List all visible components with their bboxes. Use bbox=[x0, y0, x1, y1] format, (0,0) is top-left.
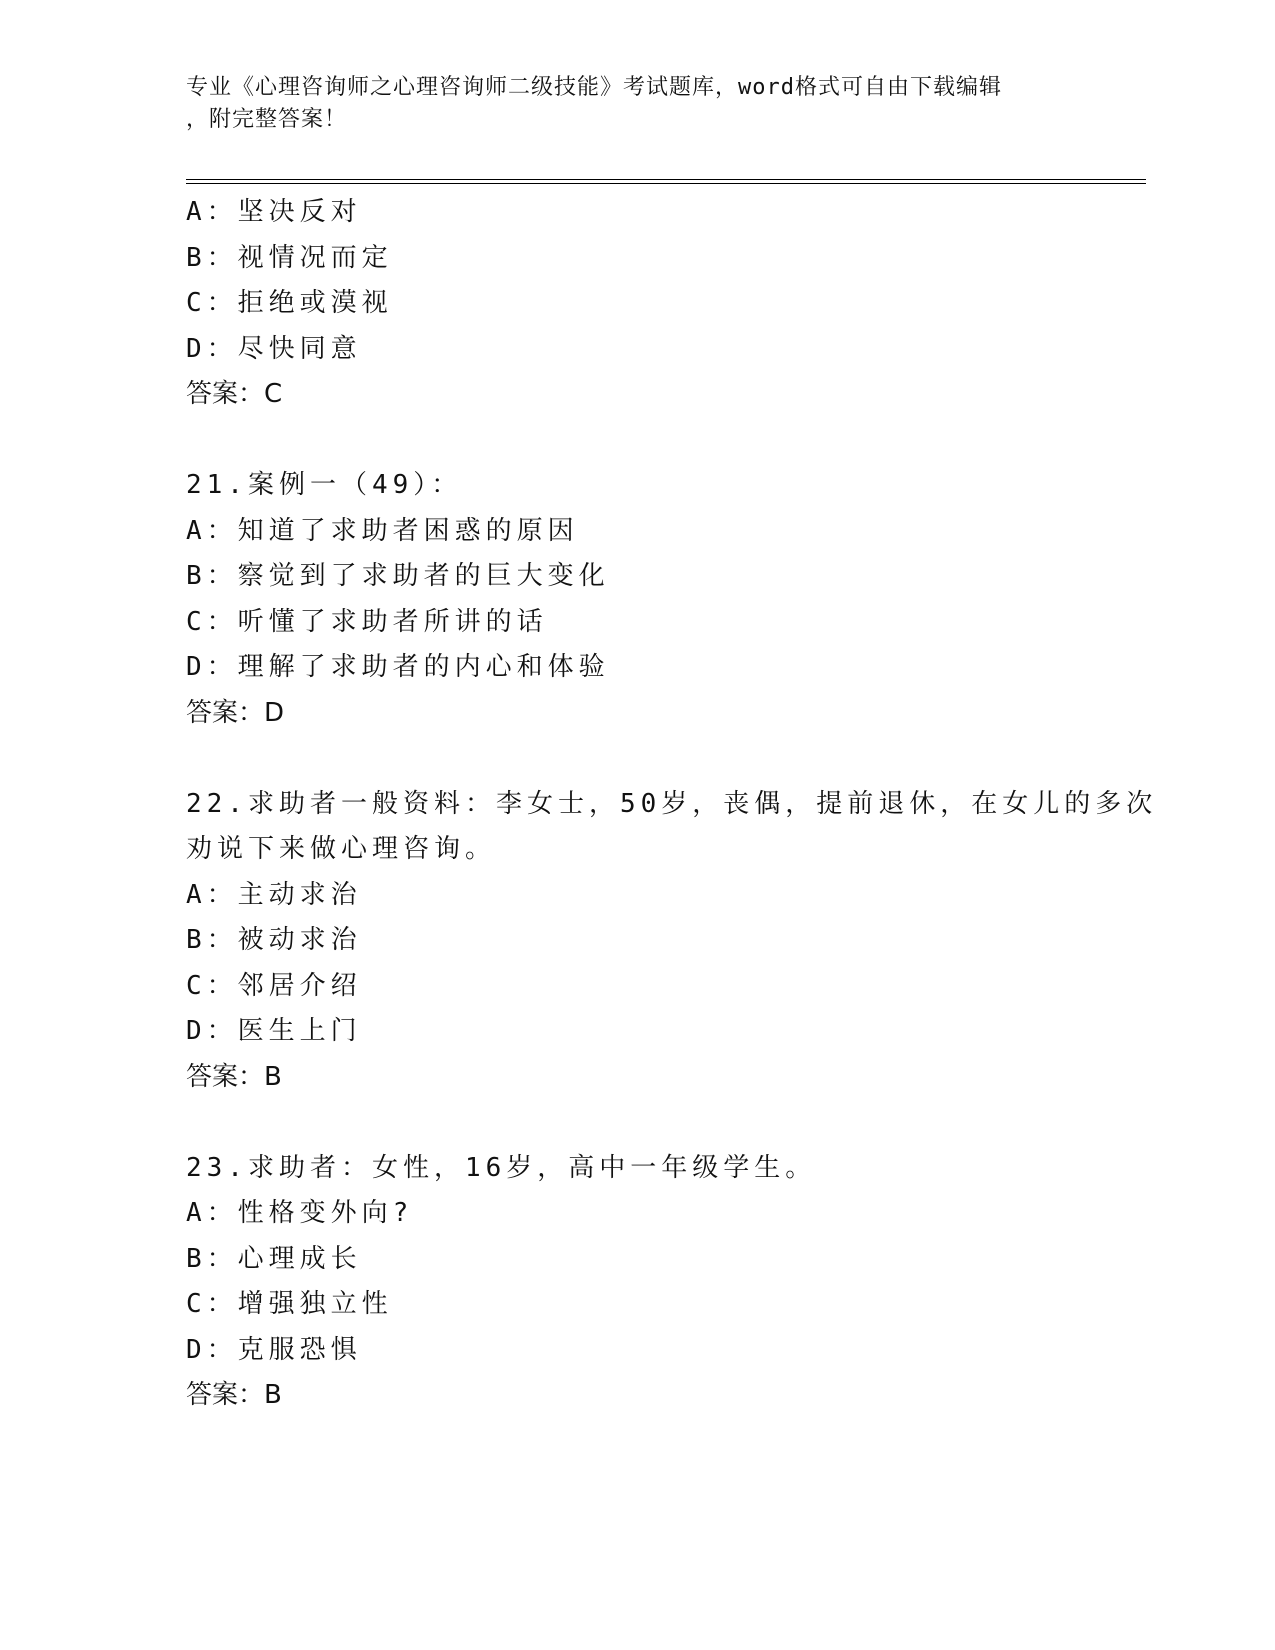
option-b: B：被动求治 bbox=[186, 925, 362, 955]
spacer bbox=[186, 418, 1126, 464]
question-23 bbox=[186, 1146, 1126, 1419]
option-d: D：尽快同意 bbox=[186, 333, 362, 364]
option-c: C：听懂了求助者所讲的话 bbox=[186, 606, 548, 637]
option-d: D：医生上门 bbox=[186, 1016, 362, 1046]
header-title-line-1: 专业《心理咨询师之心理咨询师二级技能》考试题库，word格式可自由下载编辑 bbox=[186, 75, 1002, 100]
option-c: C：邻居介绍 bbox=[186, 970, 362, 1001]
question-22 bbox=[186, 782, 1158, 1101]
question-20 bbox=[186, 190, 1126, 418]
question-text-line-2: 劝说下来做心理咨询。 bbox=[186, 834, 497, 864]
header-divider-bottom bbox=[186, 183, 1146, 184]
answer: 答案：D bbox=[186, 697, 285, 728]
spacer bbox=[186, 1100, 1126, 1146]
answer: 答案：B bbox=[186, 1061, 282, 1092]
option-c: C：增强独立性 bbox=[186, 1289, 393, 1319]
question-text: 21.案例一（49）： bbox=[186, 470, 463, 500]
question-text-line-1: 22.求助者一般资料：李女士，50岁，丧偶，提前退休，在女儿的多次 bbox=[186, 788, 1158, 819]
answer: 答案：B bbox=[186, 1380, 282, 1410]
option-b: B：视情况而定 bbox=[186, 242, 393, 273]
option-c: C：拒绝或漠视 bbox=[186, 288, 393, 318]
option-a: A：性格变外向? bbox=[186, 1198, 414, 1228]
option-a: A：坚决反对 bbox=[186, 197, 362, 227]
document-header bbox=[186, 72, 1066, 136]
answer: 答案：C bbox=[186, 379, 283, 409]
option-b: B：察觉到了求助者的巨大变化 bbox=[186, 561, 610, 591]
question-text: 23.求助者：女性，16岁，高中一年级学生。 bbox=[186, 1152, 817, 1183]
header-divider-top bbox=[186, 179, 1146, 180]
question-21 bbox=[186, 463, 1126, 736]
option-b: B：心理成长 bbox=[186, 1243, 362, 1274]
question-list bbox=[186, 190, 1158, 1419]
spacer bbox=[186, 736, 1126, 782]
option-a: A：主动求治 bbox=[186, 879, 362, 910]
option-d: D：克服恐惧 bbox=[186, 1334, 362, 1365]
option-d: D：理解了求助者的内心和体验 bbox=[186, 652, 610, 682]
header-title-line-2: ，附完整答案！ bbox=[186, 107, 348, 132]
option-a: A：知道了求助者困惑的原因 bbox=[186, 515, 579, 546]
